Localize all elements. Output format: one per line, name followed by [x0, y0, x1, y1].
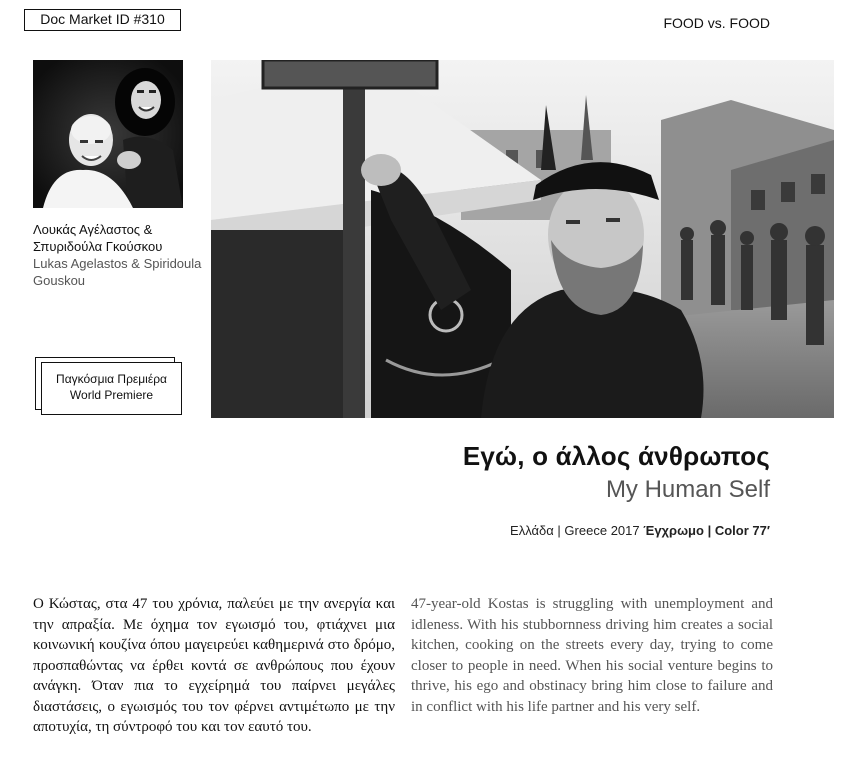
duration: 77′: [752, 523, 770, 538]
film-title-english: My Human Self: [605, 476, 770, 503]
directors-names-english: Lukas Agelastos & Spiridoula Gouskou: [33, 256, 202, 288]
film-still-image: [211, 60, 834, 418]
film-title-greek: Εγώ, ο άλλος άνθρωπος: [462, 441, 770, 471]
country-english: Greece: [564, 523, 608, 538]
badge-text-english: World Premiere: [69, 388, 154, 402]
film-still: [211, 60, 834, 418]
synopsis-greek: Ο Κώστας, στα 47 του χρόνια, παλεύει με την ανεργία και την απραξία. Με όχημα τον εγωισμό του, φτιάχνει μια κοινωνική κουζίνα όπου μαγειρεύει καθημερινά στο δρόμο, προσπαθώντας να έρθει κοντά σε ανθρώπους που έχουν ανάγκη. Όταν πια το εγχείρημά του παίρνει μεγάλες διαστάσεις, ο εγωισμός του τον φέρνει αντιμέτωπο με την αποτυχία, τη σύντροφό του και τον εαυτό του.: [33, 596, 395, 735]
year: 2017: [610, 523, 640, 538]
color-english: Color: [714, 523, 749, 538]
directors-names-greek: Λουκάς Αγέλαστος & Σπυριδούλα Γκούσκου: [33, 222, 163, 254]
badge-text-greek: Παγκόσμια Πρεμιέρα: [56, 372, 167, 386]
color-greek: Έγχρωμο: [643, 523, 704, 538]
doc-market-id: Doc Market ID #310: [40, 11, 165, 27]
country-greek: Ελλάδα: [510, 523, 554, 538]
directors-photo-image: [33, 60, 183, 208]
film-meta: Ελλάδα | Greece 2017 Έγχρωμο | Color 77′: [510, 523, 770, 538]
synopsis-english: 47-year-old Kostas is struggling with unemployment and idleness. With his stubbornness driving him creates a social kitchen, cooking on the streets every day, trying to come closer to people in need. When his social venture begins to thrive, his ego and obstinacy bring him close to failure and in conflict with his life partner and his very self.: [411, 596, 773, 715]
section-title: FOOD vs. FOOD: [663, 15, 770, 31]
badge-text: [41, 371, 182, 403]
directors-photo: [33, 60, 183, 208]
doc-market-id-box: [24, 9, 181, 31]
world-premiere-badge: [35, 357, 182, 415]
